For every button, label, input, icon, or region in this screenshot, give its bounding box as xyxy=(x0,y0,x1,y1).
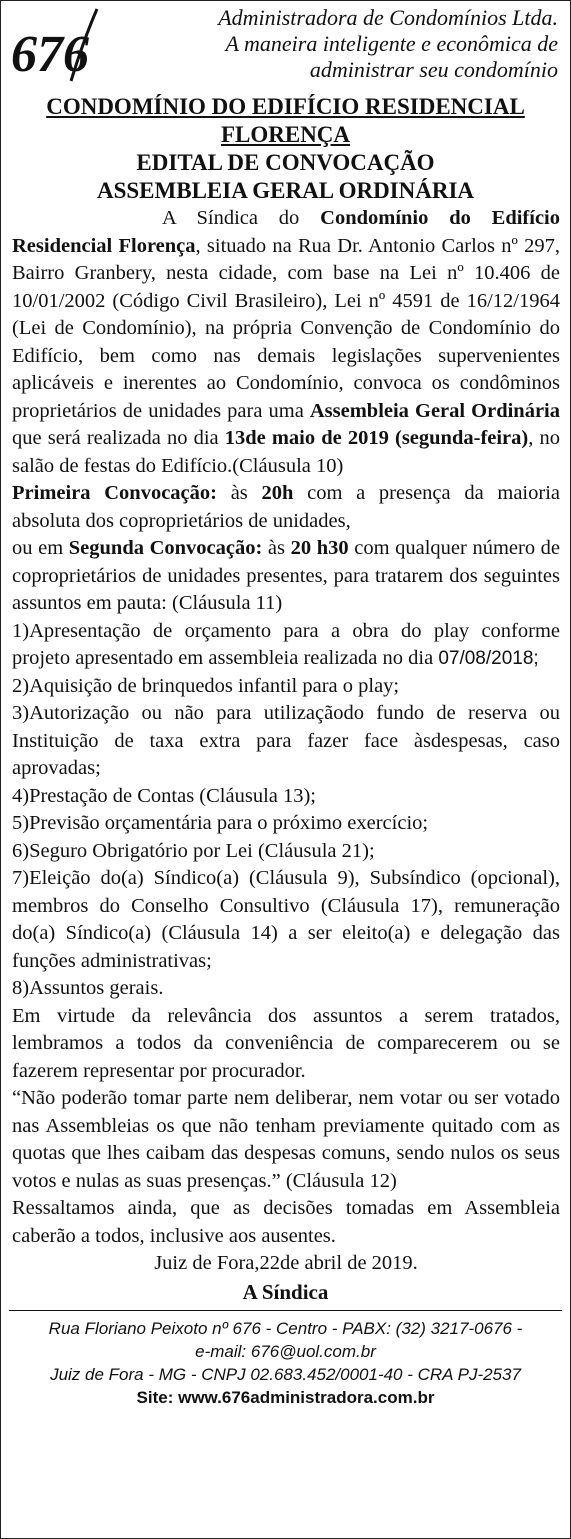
footer-divider xyxy=(9,1310,562,1311)
notice-titles xyxy=(1,93,570,205)
intro-text-3: que será realizada no dia xyxy=(12,427,225,449)
footer xyxy=(1,1317,570,1409)
first-call-text-2: com a presença da maioria absoluta dos coproprietários de unidades, xyxy=(12,482,560,532)
agenda-item-1 xyxy=(12,618,560,673)
second-call-paragraph xyxy=(12,535,560,618)
assembly-type: Assembleia Geral Ordinária xyxy=(309,399,560,422)
agenda-item-2: 2)Aquisição de brinquedos infantil para o play; xyxy=(12,674,400,697)
tagline-line-1: Administradora de Condomínios Ltda. xyxy=(218,5,558,30)
intro-text-2: , situado na Rua Dr. Antonio Carlos nº 297, Bairro Granbery, nesta cidade, com base na Lei nº 10.406 de 10/01/2002 (Código Civil Brasileiro), Lei nº 4591 de 16/12/1964 (Lei de Condomínio), na própria Convenção de Condomínio do Edifício, bem como nas demais legislações supervenientes aplicáveis e inerentes ao Condomínio, convoca os condôminos proprietários de unidades para uma xyxy=(12,234,560,422)
intro-paragraph xyxy=(12,205,560,480)
second-call-text-1: ou em xyxy=(12,537,69,559)
closing-paragraph-2: “Não poderão tomar parte nem deliberar, nem votar ou ser votado nas Assembleias os que não tenham previamente quitado com as quotas que lhes caibam das despesas comuns, sendo nulos os seus votos e nulas as suas presenças.” (Cláusula 12) xyxy=(12,1087,560,1192)
first-call-label: Primeira Convocação: xyxy=(12,482,217,504)
logo-text: 676 xyxy=(11,26,89,83)
agenda-item-8: 8)Assuntos gerais. xyxy=(12,977,164,999)
footer-email[interactable]: e-mail: 676@uol.com.br xyxy=(195,1341,376,1361)
tagline-line-3: administrar seu condomínio xyxy=(309,57,558,82)
intro-text-4: , no salão de festas do Edifício.(Cláusula 10) xyxy=(12,427,560,477)
closing-paragraph-1: Em virtude da relevância dos assuntos a serem tratados, lembramos a todos da conveniência de comparecerem ou se fazerem representar por procurador. xyxy=(12,1004,560,1082)
agenda-item-1-date: 07/08/2018; xyxy=(438,648,539,669)
first-call-text-1: às xyxy=(216,482,262,504)
title-condominium-name: FLORENÇA xyxy=(220,122,351,147)
agenda-item-4: 4)Prestação de Contas (Cláusula 13); xyxy=(12,784,317,807)
agenda-item-6: 6)Seguro Obrigatório por Lei (Cláusula 21); xyxy=(12,839,375,862)
signature: A Síndica xyxy=(242,1279,329,1304)
title-assembly: ASSEMBLEIA GERAL ORDINÁRIA xyxy=(96,178,475,203)
footer-registration: Juiz de Fora - MG - CNPJ 02.683.452/0001-40 - CRA PJ-2537 xyxy=(50,1364,521,1384)
assembly-date: 13de maio de 2019 (segunda-feira) xyxy=(224,427,529,449)
agenda-item-3: 3)Autorização ou não para utilizaçãodo fundo de reserva ou Instituição de taxa extra para fazer face àsdespesas, caso aprovadas; xyxy=(12,702,560,779)
second-call-text-3: com qualquer número de coproprietários de unidades presentes, para tratarem dos seguintes assuntos em pauta: (Cláusula 11) xyxy=(12,537,561,614)
second-call-time: 20 h30 xyxy=(290,537,349,559)
condominium-name: Condomínio do Edifício Residencial Florença xyxy=(12,207,560,257)
footer-website-link[interactable]: Site: www.676administradora.com.br xyxy=(136,1387,435,1407)
first-call-paragraph xyxy=(12,480,560,535)
agenda-item-1-text: 1)Apresentação de orçamento para a obra do play conforme projeto apresentado em assembleia realizada no dia xyxy=(12,619,560,669)
closing-paragraph-3: Ressaltamos ainda, que as decisões tomadas em Assembleia caberão a todos, inclusive aos ausentes. xyxy=(12,1197,560,1247)
intro-text-1: A Síndica do xyxy=(162,207,321,229)
company-logo xyxy=(9,7,121,85)
title-edital: EDITAL DE CONVOCAÇÃO xyxy=(136,150,435,175)
place-date: Juiz de Fora,22de abril de 2019. xyxy=(154,1252,418,1274)
first-call-time: 20h xyxy=(261,482,294,504)
notice-body xyxy=(1,205,570,1278)
tagline-line-2: A maneira inteligente e econômica de xyxy=(225,31,558,56)
logo-676-icon xyxy=(9,7,121,85)
second-call-text-2: às xyxy=(262,537,291,559)
header xyxy=(1,1,570,93)
agenda-item-7: 7)Eleição do(a) Síndico(a) (Cláusula 9), Subsíndico (opcional), membros do Conselho Consultivo (Cláusula 17), remuneração do(a) Síndico(a) (Cláusula 14) a ser eleito(a) e delegação das funções administrativas; xyxy=(12,867,560,972)
footer-address: Rua Floriano Peixoto nº 676 - Centro - PABX: (32) 3217-0676 - xyxy=(48,1318,523,1338)
agenda-item-5: 5)Previsão orçamentária para o próximo exercício; xyxy=(12,812,429,834)
title-condominium: CONDOMÍNIO DO EDIFÍCIO RESIDENCIAL xyxy=(46,94,525,119)
company-tagline xyxy=(108,5,558,83)
second-call-label: Segunda Convocação: xyxy=(68,537,263,559)
